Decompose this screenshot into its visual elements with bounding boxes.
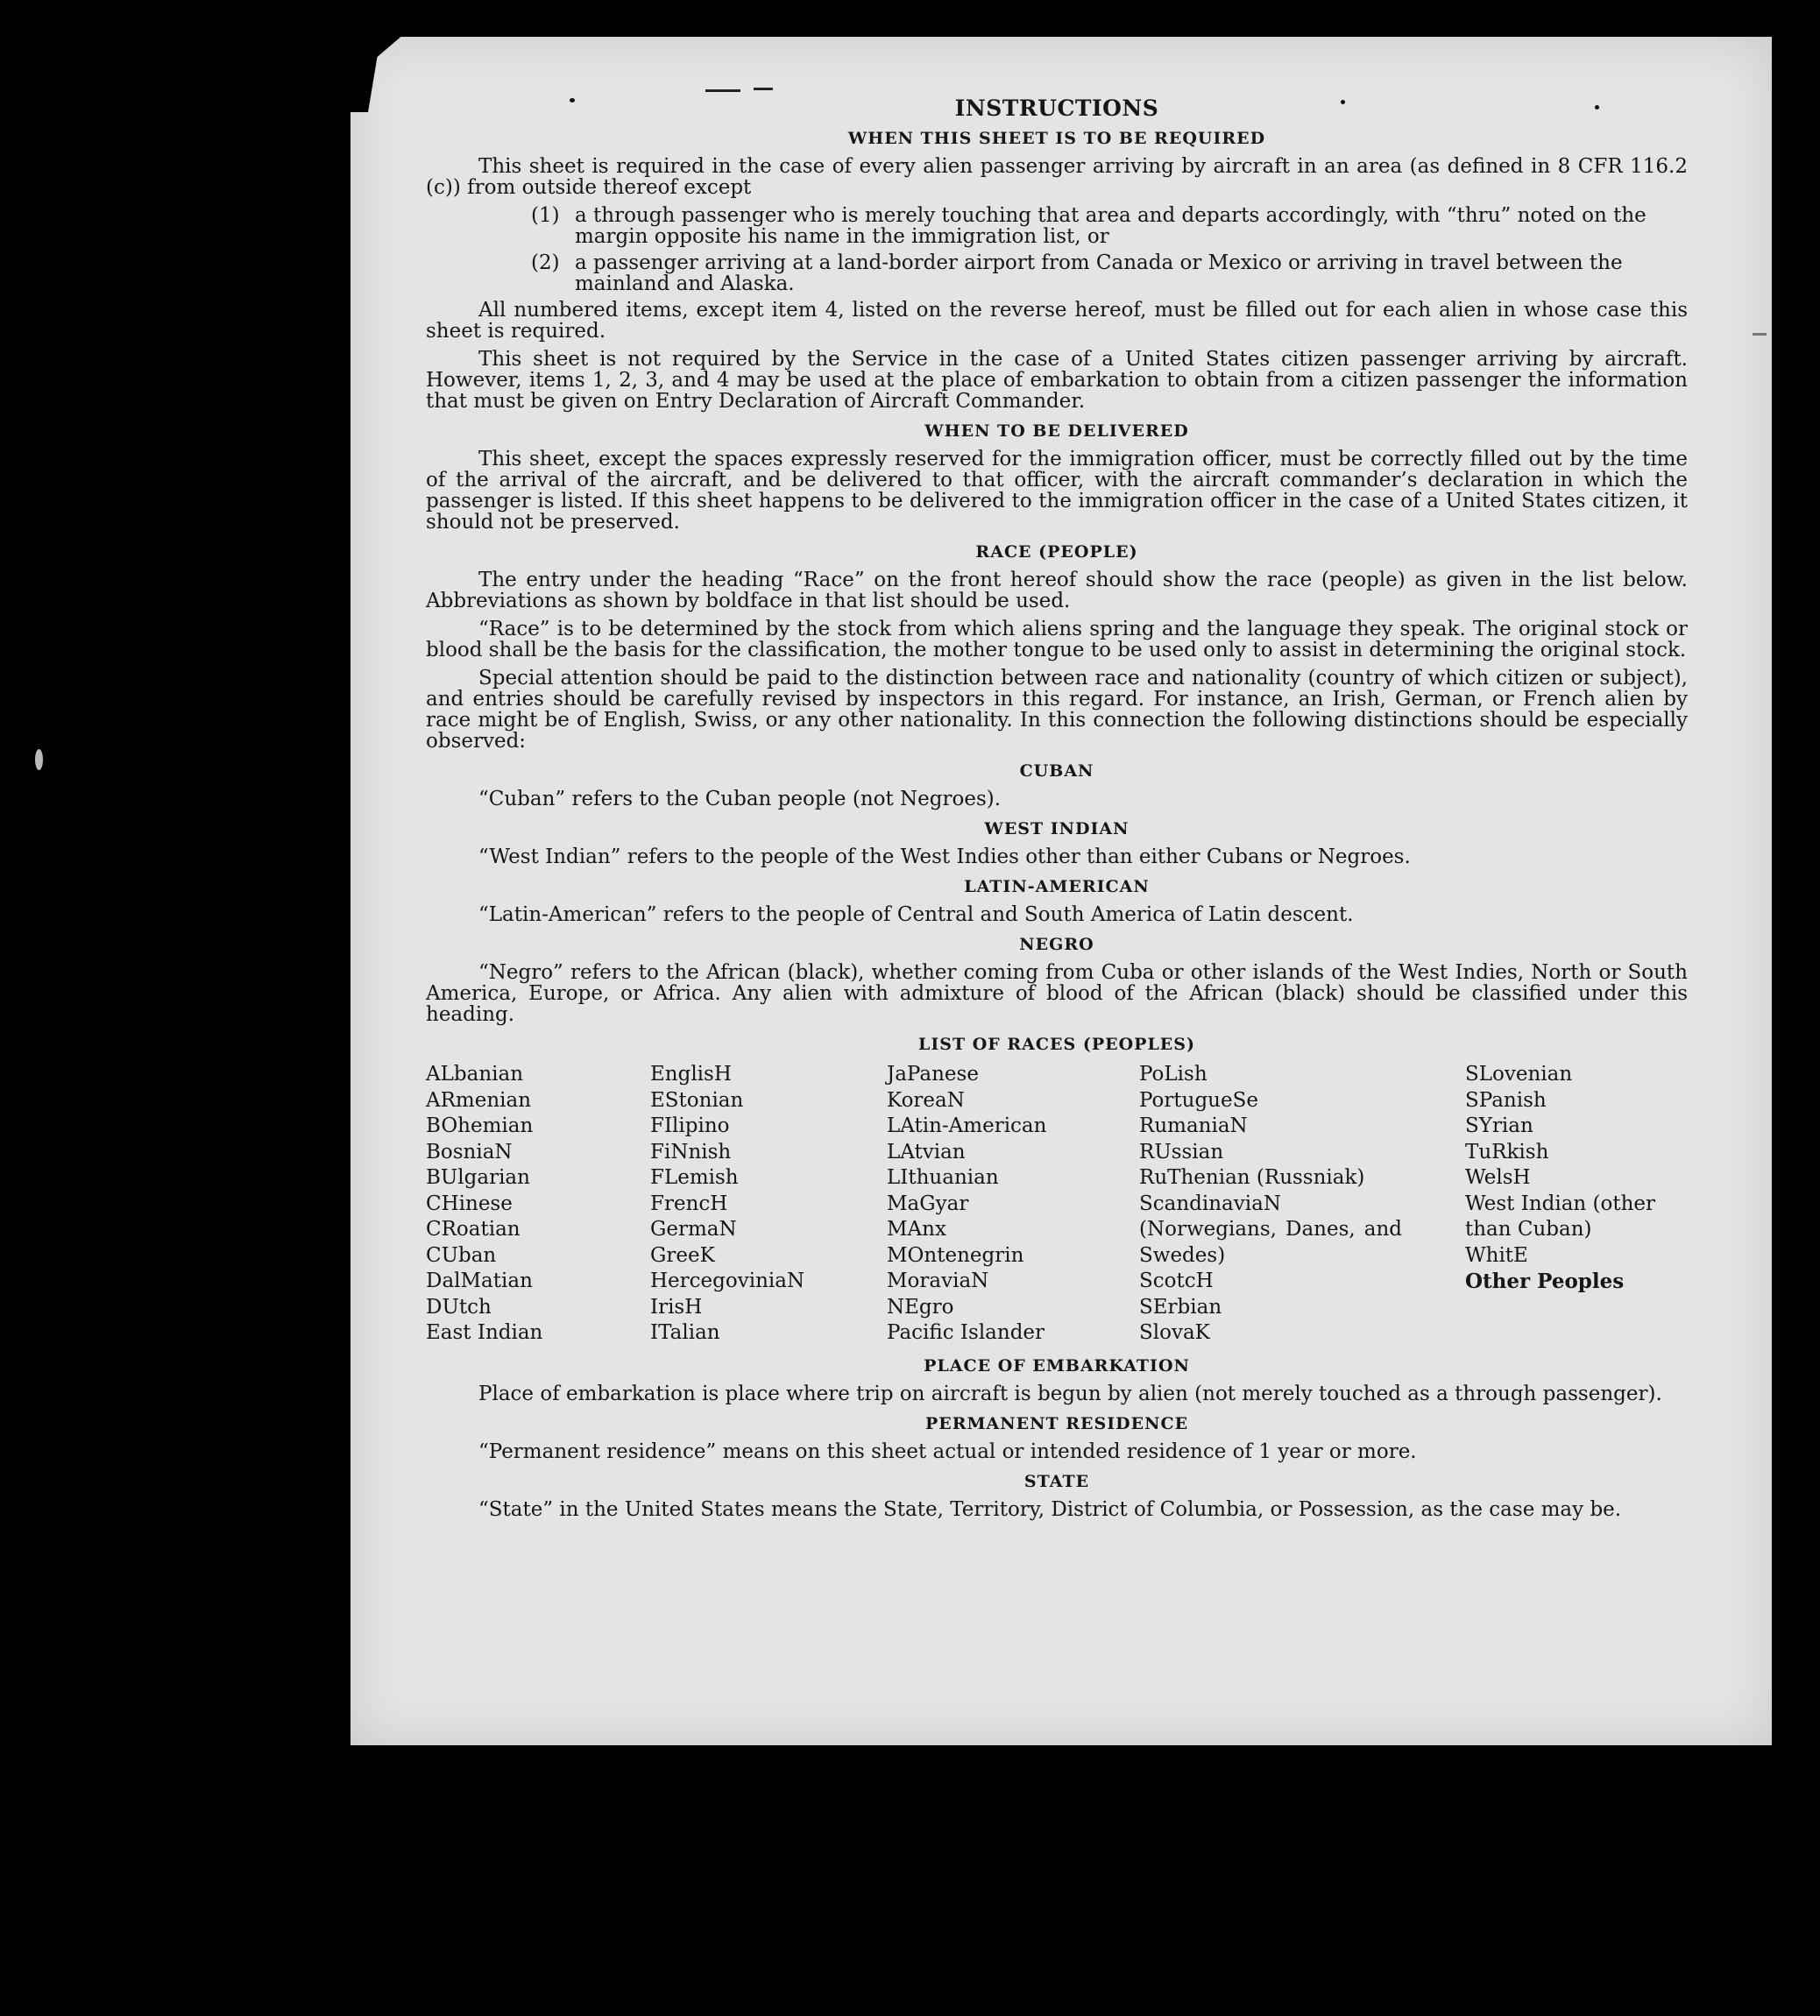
race-item: RUssian <box>1139 1140 1224 1164</box>
heading-embarkation: PLACE OF EMBARKATION <box>924 1355 1190 1376</box>
heading-negro: NEGRO <box>1019 935 1094 954</box>
race-item: KoreaN <box>887 1088 965 1112</box>
race-item: FrencH <box>650 1192 728 1215</box>
para-race-nationality: Special attention should be paid to the distinction between race and nationality (country of which citizen or subject), and entries should be carefully revised by inspectors in this regard. For instance, an Irish, German, or French alien by race might be of English, Swiss, or any other nationality. In this connection the following distinctions should be especially observed: <box>426 667 1688 753</box>
scan-speck <box>35 749 43 770</box>
race-item: Pacific Islander <box>887 1321 1045 1344</box>
races-column-3 <box>887 1062 1139 1347</box>
exception-number: (2) <box>531 251 560 274</box>
race-item: GreeK <box>650 1243 715 1267</box>
race-item: ITalian <box>650 1321 720 1344</box>
race-item: MaGyar <box>887 1192 969 1215</box>
race-item: DalMatian <box>426 1270 533 1292</box>
para-citizen: This sheet is not required by the Service in the case of a United States citizen passenger arriving by aircraft. However, items 1, 2, 3, and 4 may be used at the place of embarkation to obtain from a citizen passenger the information that must be given on Entry Declaration of Aircraft Commander. <box>426 348 1688 413</box>
scan-speck <box>1341 100 1345 104</box>
race-item: JaPanese <box>887 1063 979 1086</box>
race-item: EnglisH <box>650 1063 732 1086</box>
definition-cuban: “Cuban” refers to the Cuban people (not Negroes). <box>478 788 1002 810</box>
race-item: HercegoviniaN <box>650 1270 805 1292</box>
definition-embarkation: Place of embarkation is place where trip on aircraft is begun by alien (not merely touched as a through passenger). <box>478 1382 1662 1405</box>
heading-permanent-residence: PERMANENT RESIDENCE <box>924 1413 1189 1433</box>
race-item: FIlipino <box>650 1114 730 1137</box>
definition-negro: “Negro” refers to the African (black), whether coming from Cuba or other islands of the West Indies, North or South America, Europe, or Africa. Any alien with admixture of blood of the African (black) should be classified under this heading. <box>426 961 1688 1026</box>
race-item: MoraviaN <box>887 1270 989 1292</box>
race-item: WelsH <box>1465 1166 1531 1189</box>
instructions-content <box>426 95 1688 1527</box>
para-numbered-items: All numbered items, except item 4, listed on the reverse hereof, must be filled out for each alien in whose case this sheet is required. <box>426 299 1688 343</box>
race-item: CRoatian <box>426 1218 521 1241</box>
race-item: SLovenian <box>1465 1063 1573 1086</box>
race-item: ALbanian <box>426 1063 524 1086</box>
exception-item <box>426 205 1688 247</box>
race-item: CUban <box>426 1243 497 1267</box>
race-item: FLemish <box>650 1166 739 1189</box>
race-item: RuThenian (Russniak) <box>1139 1166 1365 1189</box>
race-item: EStonian <box>650 1088 744 1112</box>
race-item: WhitE <box>1465 1243 1528 1267</box>
race-item: BOhemian <box>426 1114 534 1137</box>
para-race-entry: The entry under the heading “Race” on the front hereof should show the race (people) as given in the list below. Abbreviations as shown by boldface in that list should be used. <box>426 569 1688 612</box>
document-sheet <box>351 37 1772 1745</box>
race-item: SYrian <box>1465 1114 1533 1137</box>
heading-list-of-races: LIST OF RACES (PEOPLES) <box>918 1035 1195 1054</box>
race-item: SPanish <box>1465 1088 1547 1112</box>
scan-speck <box>1595 105 1599 110</box>
race-item: MAnx <box>887 1218 946 1241</box>
exception-text: a passenger arriving at a land-border airport from Canada or Mexico or arriving in travel between the mainland and Alaska. <box>575 251 1623 295</box>
scan-speck <box>570 98 575 103</box>
heading-cuban: CUBAN <box>1019 761 1094 781</box>
race-item: PortugueSe <box>1139 1088 1258 1112</box>
race-item: ScotcH <box>1139 1270 1214 1292</box>
heading-latin-american: LATIN-AMERICAN <box>964 877 1150 896</box>
exception-number: (1) <box>531 204 560 227</box>
para-race-stock: “Race” is to be determined by the stock from which aliens spring and the language they speak. The original stock or blood shall be the basis for the classification, the mother tongue to be used only to assist in determining the original stock. <box>426 618 1688 661</box>
race-item: RumaniaN <box>1139 1114 1248 1137</box>
race-item: FiNnish <box>650 1140 732 1164</box>
para-required: This sheet is required in the case of every alien passenger arriving by aircraft in an area (as defined in 8 CFR 116.2 (c)) from outside thereof except <box>426 155 1688 199</box>
heading-race: RACE (PEOPLE) <box>975 542 1138 562</box>
race-item: SlovaK <box>1139 1321 1210 1344</box>
race-item: CHinese <box>426 1192 513 1215</box>
race-item: GermaN <box>650 1218 737 1241</box>
exception-text: a through passenger who is merely touching that area and departs accordingly, with “thru” noted on the margin opposite his name in the immigration list, or <box>575 204 1646 248</box>
race-item: NEgro <box>887 1295 954 1319</box>
race-item: SErbian <box>1139 1295 1222 1319</box>
race-item: East Indian <box>426 1321 543 1344</box>
document-title: INSTRUCTIONS <box>954 95 1159 121</box>
exception-item <box>426 252 1688 294</box>
races-list <box>426 1062 1688 1347</box>
race-item: ScandinaviaN (Norwegians, Danes, and Swedes) <box>1139 1192 1402 1267</box>
race-item: Other Peoples <box>1465 1270 1625 1293</box>
definition-latin-american: “Latin-American” refers to the people of Central and South America of Latin descent. <box>478 903 1354 926</box>
race-item: BUlgarian <box>426 1166 530 1189</box>
heading-state: STATE <box>1023 1471 1090 1491</box>
heading-when-delivered: WHEN TO BE DELIVERED <box>924 421 1189 441</box>
race-item: IrisH <box>650 1295 703 1319</box>
race-item: MOntenegrin <box>887 1243 1024 1267</box>
scan-mark <box>1753 333 1767 336</box>
race-item: DUtch <box>426 1295 492 1319</box>
race-item: LAtvian <box>887 1140 966 1164</box>
race-item: West Indian (other than Cuban) <box>1465 1192 1656 1241</box>
races-column-5 <box>1465 1062 1688 1347</box>
races-column-2 <box>650 1062 887 1347</box>
races-column-4 <box>1139 1062 1465 1347</box>
scan-mark <box>754 88 773 90</box>
definition-permanent-residence: “Permanent residence” means on this sheet actual or intended residence of 1 year or more. <box>478 1439 1417 1463</box>
race-item: TuRkish <box>1465 1140 1549 1164</box>
heading-when-required: WHEN THIS SHEET IS TO BE REQUIRED <box>847 129 1266 148</box>
race-item: ARmenian <box>426 1088 532 1112</box>
scan-mark <box>705 89 740 92</box>
definition-state: “State” in the United States means the State, Territory, District of Columbia, or Possession, as the case may be. <box>478 1497 1622 1521</box>
heading-west-indian: WEST INDIAN <box>984 819 1130 838</box>
definition-west-indian: “West Indian” refers to the people of the West Indies other than either Cubans or Negroes. <box>478 845 1411 868</box>
races-column-1 <box>426 1062 650 1347</box>
para-delivered: This sheet, except the spaces expressly reserved for the immigration officer, must be correctly filled out by the time of the arrival of the aircraft, and be delivered to that officer, with the aircraft commander’s declaration in which the passenger is listed. If this sheet happens to be delivered to the immigration officer in the case of a United States citizen, it should not be preserved. <box>426 448 1688 534</box>
race-item: PoLish <box>1139 1063 1207 1086</box>
race-item: LAtin-American <box>887 1114 1047 1137</box>
race-item: LIthuanian <box>887 1166 999 1189</box>
race-item: BosniaN <box>426 1140 513 1164</box>
